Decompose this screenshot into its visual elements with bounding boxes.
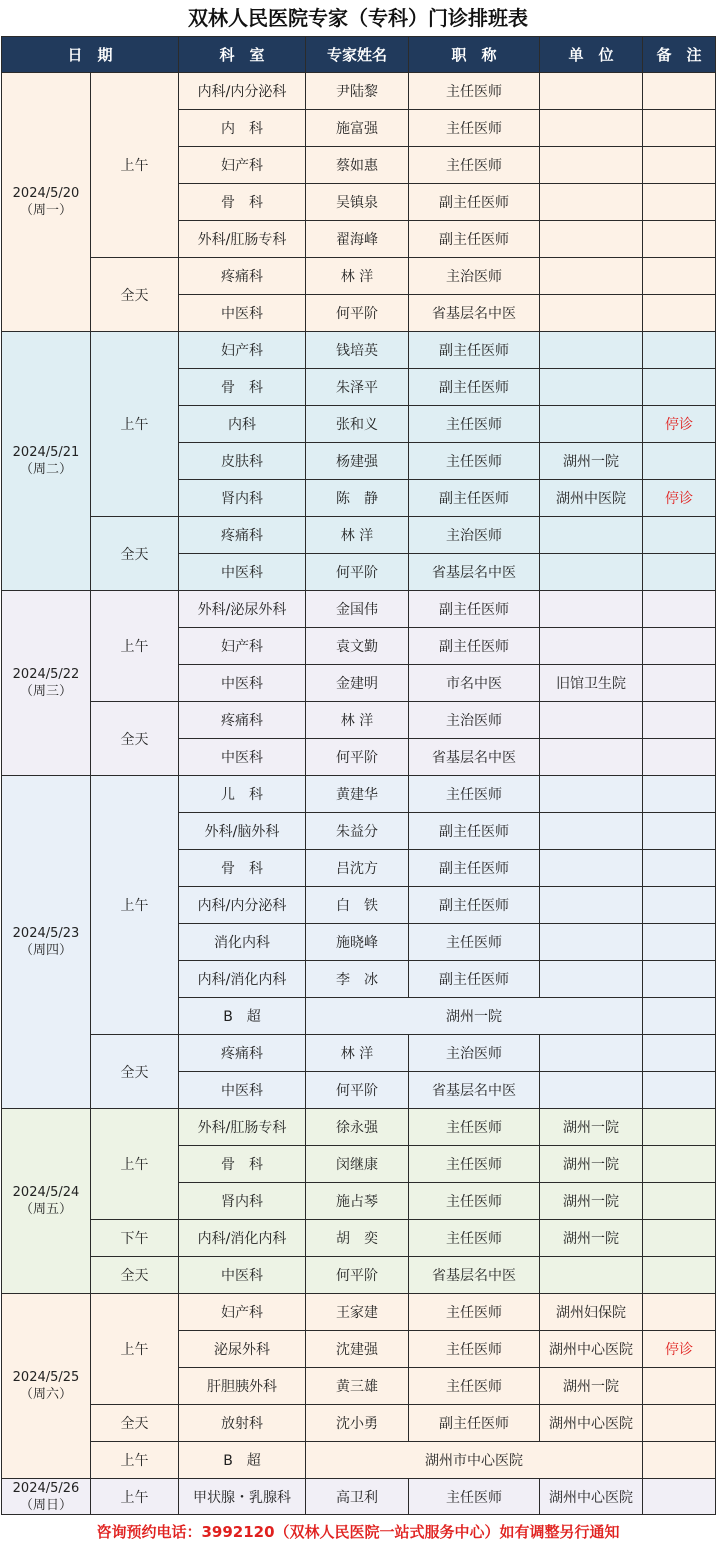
dept-cell: 中医科 xyxy=(179,554,306,591)
dept-cell: 骨 科 xyxy=(179,1146,306,1183)
unit-cell xyxy=(540,1072,643,1109)
header-date: 日 期 xyxy=(2,37,179,73)
note-cell xyxy=(643,739,716,776)
rank-cell: 省基层名中医 xyxy=(409,295,540,332)
unit-cell: 旧馆卫生院 xyxy=(540,665,643,702)
note-cell xyxy=(643,1035,716,1072)
rank-cell: 副主任医师 xyxy=(409,369,540,406)
note-cell xyxy=(643,850,716,887)
rank-cell: 副主任医师 xyxy=(409,184,540,221)
unit-cell xyxy=(540,776,643,813)
weekday-text: （周二） xyxy=(19,462,72,477)
date-text: 2024/5/24 xyxy=(12,1185,80,1200)
note-cell xyxy=(643,258,716,295)
rank-cell: 主任医师 xyxy=(409,110,540,147)
contact-footer: 咨询预约电话：3992120（双林人民医院一站式服务中心）如有调整另行通知 xyxy=(96,1523,620,1541)
unit-cell xyxy=(540,221,643,258)
doctor-cell: 施占琴 xyxy=(306,1183,409,1220)
unit-cell: 湖州一院 xyxy=(540,1368,643,1405)
unit-cell: 湖州一院 xyxy=(540,1183,643,1220)
unit-cell: 湖州妇保院 xyxy=(540,1294,643,1331)
doctor-cell: 施富强 xyxy=(306,110,409,147)
note-cell xyxy=(643,221,716,258)
rank-cell: 主任医师 xyxy=(409,1294,540,1331)
note-cell xyxy=(643,147,716,184)
header-unit: 单 位 xyxy=(540,37,643,73)
dept-cell: 儿 科 xyxy=(179,776,306,813)
rank-cell: 副主任医师 xyxy=(409,850,540,887)
doctor-cell: 尹陆黎 xyxy=(306,73,409,110)
note-cell xyxy=(643,1405,716,1442)
period-cell: 全天 xyxy=(91,1035,179,1109)
note-cell xyxy=(643,813,716,850)
rank-cell: 副主任医师 xyxy=(409,480,540,517)
schedule-row xyxy=(2,1109,716,1146)
doctor-cell: 何平阶 xyxy=(306,554,409,591)
schedule-row xyxy=(2,1220,716,1257)
unit-cell xyxy=(540,1035,643,1072)
rank-cell: 主任医师 xyxy=(409,147,540,184)
note-cell xyxy=(643,776,716,813)
note-cell: 停诊 xyxy=(643,406,716,443)
note-cell xyxy=(643,1109,716,1146)
unit-cell: 湖州一院 xyxy=(540,1220,643,1257)
header-rank: 职 称 xyxy=(409,37,540,73)
note-cell xyxy=(643,73,716,110)
rank-cell: 主治医师 xyxy=(409,1035,540,1072)
unit-cell xyxy=(540,147,643,184)
doctor-cell: 杨建强 xyxy=(306,443,409,480)
rank-cell: 省基层名中医 xyxy=(409,1257,540,1294)
rank-cell: 主任医师 xyxy=(409,73,540,110)
date-cell xyxy=(2,1294,91,1479)
schedule-row xyxy=(2,73,716,110)
doctor-cell: 陈 静 xyxy=(306,480,409,517)
dept-cell: 骨 科 xyxy=(179,369,306,406)
doctor-cell: 何平阶 xyxy=(306,1257,409,1294)
note-cell xyxy=(643,554,716,591)
unit-cell xyxy=(540,517,643,554)
note-cell xyxy=(643,1220,716,1257)
dept-cell: 妇产科 xyxy=(179,628,306,665)
rank-cell: 省基层名中医 xyxy=(409,554,540,591)
dept-cell: 中医科 xyxy=(179,295,306,332)
header-doctor: 专家姓名 xyxy=(306,37,409,73)
dept-cell: 疼痛科 xyxy=(179,1035,306,1072)
weekday-text: （周一） xyxy=(19,203,72,218)
note-cell xyxy=(643,1146,716,1183)
rank-cell: 副主任医师 xyxy=(409,628,540,665)
weekday-text: （周四） xyxy=(19,943,72,958)
note-cell xyxy=(643,1072,716,1109)
schedule-table xyxy=(1,36,716,1515)
unit-cell xyxy=(540,332,643,369)
weekday-text: （周三） xyxy=(19,684,72,699)
doctor-cell: 白 铁 xyxy=(306,887,409,924)
period-cell: 下午 xyxy=(91,1220,179,1257)
weekday-text: （周五） xyxy=(19,1202,72,1217)
dept-cell: 内 科 xyxy=(179,110,306,147)
note-cell: 停诊 xyxy=(643,1331,716,1368)
period-cell: 上午 xyxy=(91,1109,179,1220)
unit-cell xyxy=(540,369,643,406)
dept-cell: 肝胆胰外科 xyxy=(179,1368,306,1405)
unit-cell xyxy=(540,110,643,147)
dept-cell: 中医科 xyxy=(179,665,306,702)
note-cell xyxy=(643,184,716,221)
doctor-cell: 吴镇泉 xyxy=(306,184,409,221)
dept-cell: 皮肤科 xyxy=(179,443,306,480)
date-cell xyxy=(2,73,91,332)
rank-cell: 副主任医师 xyxy=(409,961,540,998)
unit-cell xyxy=(540,406,643,443)
page-title: 双林人民医院专家（专科）门诊排班表 xyxy=(188,6,528,30)
dept-cell: 内科/消化内科 xyxy=(179,1220,306,1257)
period-cell: 全天 xyxy=(91,702,179,776)
merged-info-cell: 湖州市中心医院 xyxy=(306,1442,643,1479)
schedule-row xyxy=(2,1035,716,1072)
period-cell: 上午 xyxy=(91,591,179,702)
note-cell xyxy=(643,517,716,554)
schedule-row xyxy=(2,702,716,739)
rank-cell: 主治医师 xyxy=(409,258,540,295)
doctor-cell: 何平阶 xyxy=(306,295,409,332)
note-cell xyxy=(643,369,716,406)
dept-cell: 消化内科 xyxy=(179,924,306,961)
unit-cell: 湖州中医院 xyxy=(540,480,643,517)
schedule-body xyxy=(2,73,716,1515)
note-cell xyxy=(643,1442,716,1479)
dept-cell: 妇产科 xyxy=(179,332,306,369)
header-row xyxy=(2,37,716,73)
doctor-cell: 朱益分 xyxy=(306,813,409,850)
doctor-cell: 张和义 xyxy=(306,406,409,443)
dept-cell: 外科/肛肠专科 xyxy=(179,221,306,258)
period-cell: 全天 xyxy=(91,258,179,332)
dept-cell: 放射科 xyxy=(179,1405,306,1442)
merged-info-cell: 湖州一院 xyxy=(306,998,643,1035)
rank-cell: 副主任医师 xyxy=(409,1405,540,1442)
doctor-cell: 金国伟 xyxy=(306,591,409,628)
schedule-row xyxy=(2,1442,716,1479)
period-cell: 上午 xyxy=(91,1479,179,1515)
unit-cell xyxy=(540,184,643,221)
date-cell xyxy=(2,1109,91,1294)
rank-cell: 副主任医师 xyxy=(409,332,540,369)
unit-cell xyxy=(540,1257,643,1294)
unit-cell xyxy=(540,739,643,776)
dept-cell: 妇产科 xyxy=(179,147,306,184)
note-cell xyxy=(643,887,716,924)
doctor-cell: 何平阶 xyxy=(306,1072,409,1109)
header-note: 备 注 xyxy=(643,37,716,73)
dept-cell: 肾内科 xyxy=(179,1183,306,1220)
note-cell xyxy=(643,1479,716,1515)
period-cell: 全天 xyxy=(91,1405,179,1442)
unit-cell xyxy=(540,961,643,998)
dept-cell: 肾内科 xyxy=(179,480,306,517)
dept-cell: B 超 xyxy=(179,998,306,1035)
note-cell xyxy=(643,702,716,739)
rank-cell: 省基层名中医 xyxy=(409,739,540,776)
unit-cell xyxy=(540,850,643,887)
dept-cell: 甲状腺・乳腺科 xyxy=(179,1479,306,1515)
doctor-cell: 李 冰 xyxy=(306,961,409,998)
note-cell xyxy=(643,443,716,480)
unit-cell: 湖州中心医院 xyxy=(540,1405,643,1442)
dept-cell: 泌尿外科 xyxy=(179,1331,306,1368)
rank-cell: 副主任医师 xyxy=(409,591,540,628)
rank-cell: 副主任医师 xyxy=(409,887,540,924)
date-text: 2024/5/22 xyxy=(12,667,80,682)
rank-cell: 主任医师 xyxy=(409,924,540,961)
unit-cell xyxy=(540,628,643,665)
note-cell xyxy=(643,295,716,332)
dept-cell: 疼痛科 xyxy=(179,258,306,295)
note-cell: 停诊 xyxy=(643,480,716,517)
doctor-cell: 袁文勤 xyxy=(306,628,409,665)
dept-cell: 疼痛科 xyxy=(179,702,306,739)
date-cell xyxy=(2,591,91,776)
unit-cell xyxy=(540,591,643,628)
note-cell xyxy=(643,961,716,998)
dept-cell: 妇产科 xyxy=(179,1294,306,1331)
note-cell xyxy=(643,665,716,702)
unit-cell: 湖州中心医院 xyxy=(540,1331,643,1368)
period-cell: 全天 xyxy=(91,1257,179,1294)
schedule-row xyxy=(2,258,716,295)
doctor-cell: 徐永强 xyxy=(306,1109,409,1146)
doctor-cell: 金建明 xyxy=(306,665,409,702)
date-text: 2024/5/23 xyxy=(12,926,80,941)
unit-cell xyxy=(540,924,643,961)
unit-cell xyxy=(540,295,643,332)
rank-cell: 主任医师 xyxy=(409,406,540,443)
doctor-cell: 吕沈方 xyxy=(306,850,409,887)
dept-cell: 内科/内分泌科 xyxy=(179,887,306,924)
dept-cell: 中医科 xyxy=(179,739,306,776)
date-cell xyxy=(2,332,91,591)
doctor-cell: 林 洋 xyxy=(306,258,409,295)
unit-cell xyxy=(540,73,643,110)
note-cell xyxy=(643,110,716,147)
header-dept: 科 室 xyxy=(179,37,306,73)
doctor-cell: 黄三雄 xyxy=(306,1368,409,1405)
doctor-cell: 朱泽平 xyxy=(306,369,409,406)
note-cell xyxy=(643,1368,716,1405)
doctor-cell: 高卫利 xyxy=(306,1479,409,1515)
rank-cell: 主任医师 xyxy=(409,1220,540,1257)
unit-cell: 湖州一院 xyxy=(540,1146,643,1183)
period-cell: 上午 xyxy=(91,73,179,258)
schedule-row xyxy=(2,332,716,369)
dept-cell: B 超 xyxy=(179,1442,306,1479)
dept-cell: 外科/脑外科 xyxy=(179,813,306,850)
period-cell: 上午 xyxy=(91,1294,179,1405)
weekday-text: （周六） xyxy=(19,1387,72,1402)
note-cell xyxy=(643,998,716,1035)
schedule-row xyxy=(2,776,716,813)
date-cell xyxy=(2,1479,91,1515)
unit-cell: 湖州中心医院 xyxy=(540,1479,643,1515)
rank-cell: 主任医师 xyxy=(409,1331,540,1368)
schedule-row xyxy=(2,1257,716,1294)
doctor-cell: 翟海峰 xyxy=(306,221,409,258)
dept-cell: 外科/泌尿外科 xyxy=(179,591,306,628)
note-cell xyxy=(643,332,716,369)
doctor-cell: 林 洋 xyxy=(306,1035,409,1072)
rank-cell: 省基层名中医 xyxy=(409,1072,540,1109)
doctor-cell: 闵继康 xyxy=(306,1146,409,1183)
period-cell: 全天 xyxy=(91,517,179,591)
note-cell xyxy=(643,628,716,665)
unit-cell xyxy=(540,702,643,739)
dept-cell: 中医科 xyxy=(179,1257,306,1294)
unit-cell xyxy=(540,813,643,850)
unit-cell xyxy=(540,554,643,591)
note-cell xyxy=(643,1183,716,1220)
rank-cell: 主治医师 xyxy=(409,702,540,739)
rank-cell: 主任医师 xyxy=(409,1109,540,1146)
doctor-cell: 何平阶 xyxy=(306,739,409,776)
doctor-cell: 胡 奕 xyxy=(306,1220,409,1257)
schedule-row xyxy=(2,517,716,554)
rank-cell: 主治医师 xyxy=(409,517,540,554)
date-text: 2024/5/25 xyxy=(12,1370,80,1385)
period-cell: 上午 xyxy=(91,776,179,1035)
rank-cell: 主任医师 xyxy=(409,443,540,480)
dept-cell: 内科/内分泌科 xyxy=(179,73,306,110)
doctor-cell: 蔡如惠 xyxy=(306,147,409,184)
doctor-cell: 钱培英 xyxy=(306,332,409,369)
note-cell xyxy=(643,924,716,961)
doctor-cell: 黄建华 xyxy=(306,776,409,813)
doctor-cell: 沈建强 xyxy=(306,1331,409,1368)
date-cell xyxy=(2,776,91,1109)
doctor-cell: 林 洋 xyxy=(306,517,409,554)
unit-cell xyxy=(540,887,643,924)
dept-cell: 骨 科 xyxy=(179,184,306,221)
dept-cell: 内科/消化内科 xyxy=(179,961,306,998)
dept-cell: 骨 科 xyxy=(179,850,306,887)
note-cell xyxy=(643,1257,716,1294)
dept-cell: 内科 xyxy=(179,406,306,443)
rank-cell: 主任医师 xyxy=(409,1479,540,1515)
doctor-cell: 林 洋 xyxy=(306,702,409,739)
note-cell xyxy=(643,1294,716,1331)
note-cell xyxy=(643,591,716,628)
dept-cell: 疼痛科 xyxy=(179,517,306,554)
rank-cell: 副主任医师 xyxy=(409,221,540,258)
date-text: 2024/5/20 xyxy=(12,186,80,201)
date-text: 2024/5/26 xyxy=(12,1480,80,1496)
rank-cell: 市名中医 xyxy=(409,665,540,702)
rank-cell: 主任医师 xyxy=(409,1146,540,1183)
doctor-cell: 沈小勇 xyxy=(306,1405,409,1442)
schedule-row xyxy=(2,1479,716,1515)
date-text: 2024/5/21 xyxy=(12,445,80,460)
unit-cell xyxy=(540,258,643,295)
rank-cell: 主任医师 xyxy=(409,1368,540,1405)
dept-cell: 中医科 xyxy=(179,1072,306,1109)
rank-cell: 主任医师 xyxy=(409,1183,540,1220)
doctor-cell: 施晓峰 xyxy=(306,924,409,961)
schedule-row xyxy=(2,1294,716,1331)
unit-cell: 湖州一院 xyxy=(540,1109,643,1146)
period-cell: 上午 xyxy=(91,1442,179,1479)
schedule-row xyxy=(2,591,716,628)
weekday-text: （周日） xyxy=(19,1497,72,1513)
rank-cell: 副主任医师 xyxy=(409,813,540,850)
unit-cell: 湖州一院 xyxy=(540,443,643,480)
period-cell: 上午 xyxy=(91,332,179,517)
dept-cell: 外科/肛肠专科 xyxy=(179,1109,306,1146)
rank-cell: 主任医师 xyxy=(409,776,540,813)
doctor-cell: 王家建 xyxy=(306,1294,409,1331)
schedule-row xyxy=(2,1405,716,1442)
